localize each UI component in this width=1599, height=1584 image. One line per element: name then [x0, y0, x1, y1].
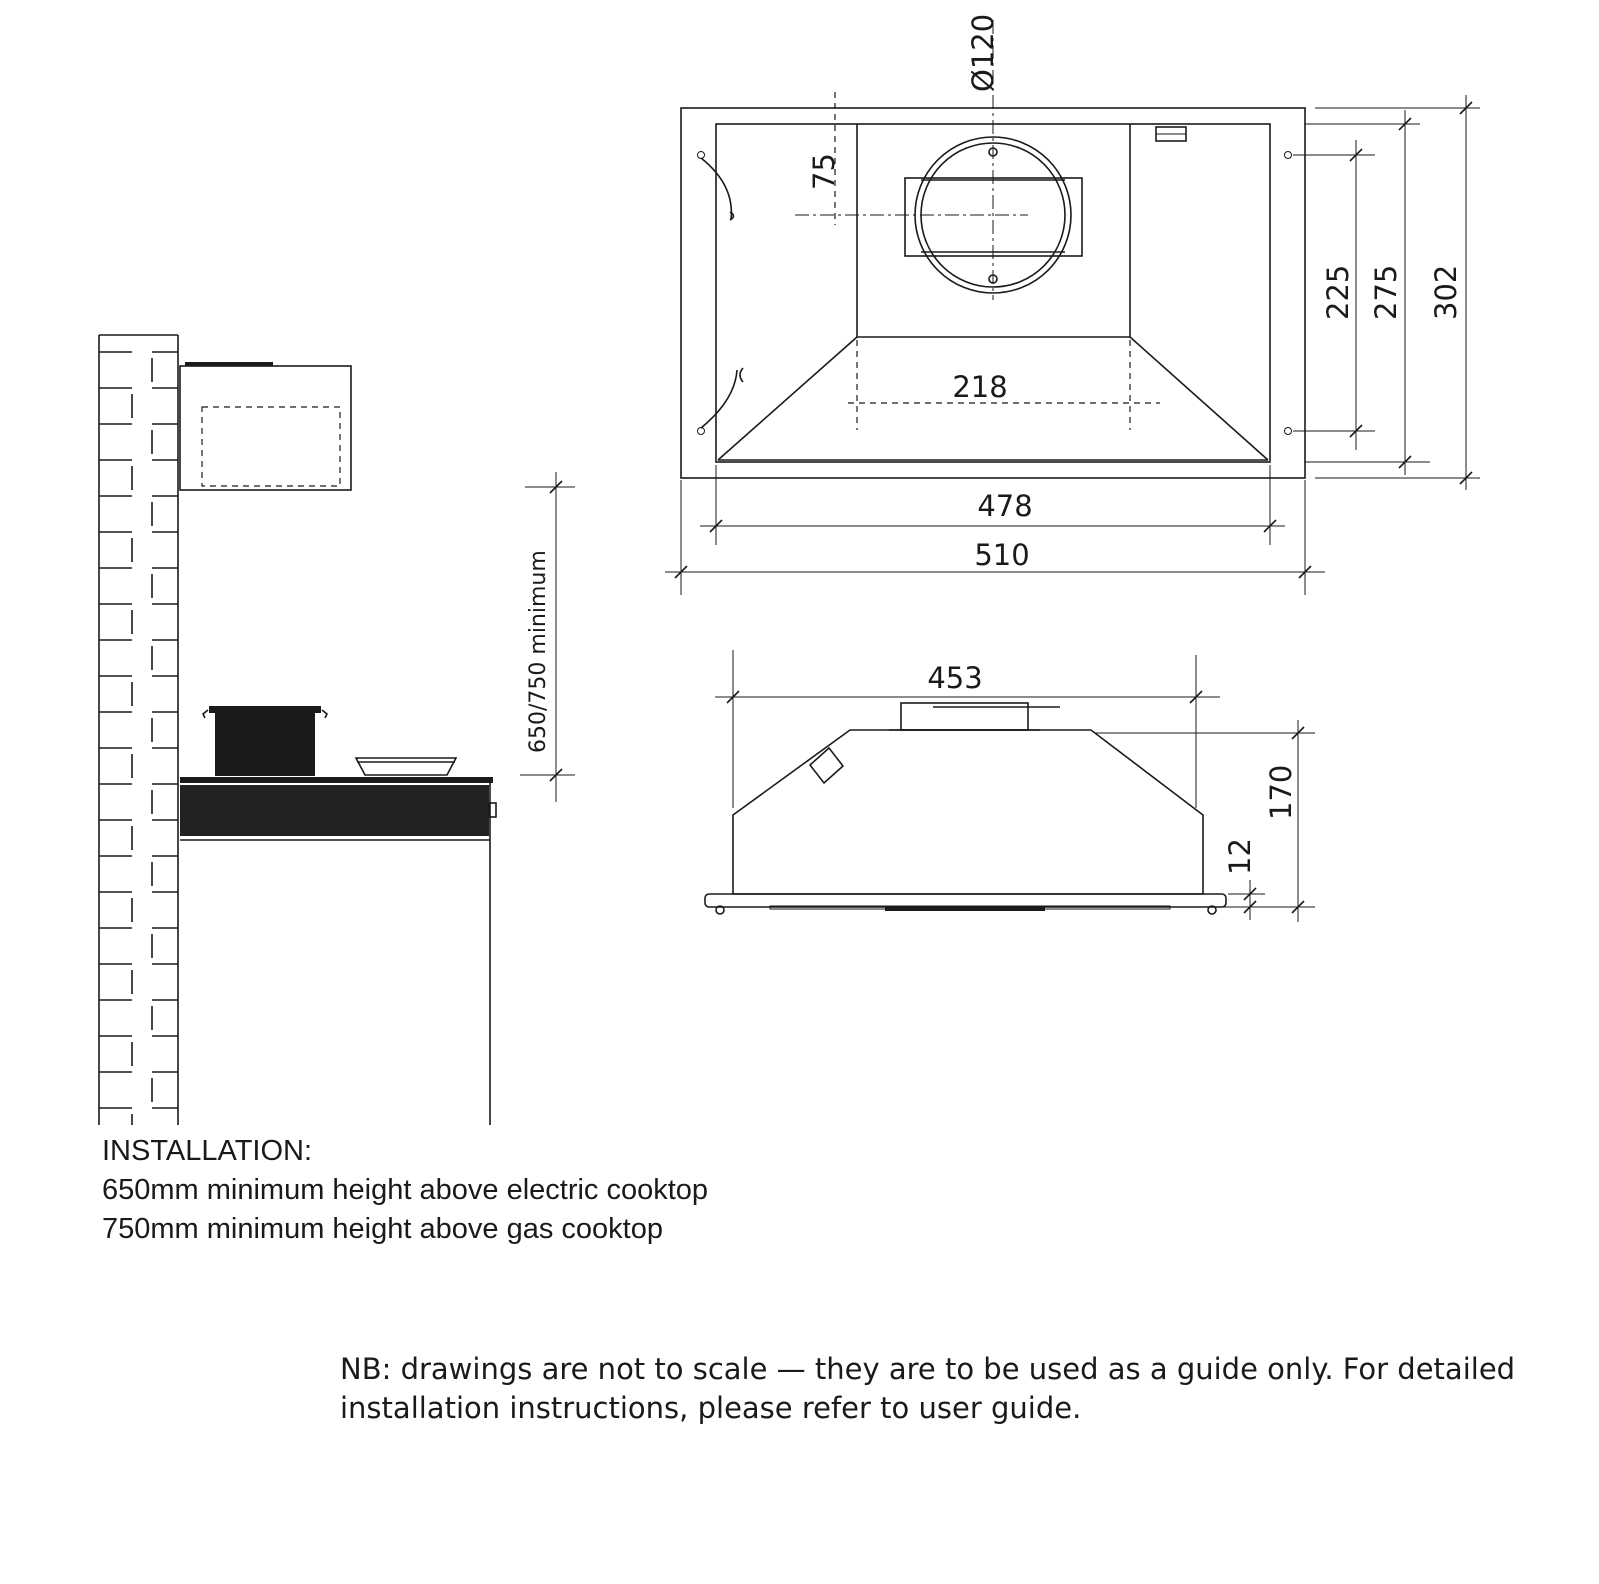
duct-offset-label: 75 — [807, 153, 841, 190]
installation-line-electric: 650mm minimum height above electric cooktop — [102, 1174, 709, 1206]
min-height-dimension — [520, 472, 575, 802]
side-installation-view — [99, 335, 575, 1125]
installation-heading: INSTALLATION: — [102, 1135, 313, 1167]
width-478-label: 478 — [977, 489, 1033, 523]
rangehood-side-box — [180, 362, 351, 490]
width-478-dimension — [700, 465, 1285, 545]
duct-offset-dimension — [807, 92, 841, 225]
frying-pan — [356, 758, 456, 775]
installation-line-gas: 750mm minimum height above gas cooktop — [102, 1213, 663, 1245]
brick-wall — [99, 335, 178, 1125]
inner-width-218-label: 218 — [952, 370, 1008, 404]
height-12-label: 12 — [1223, 838, 1257, 875]
height-12-dimension — [1223, 838, 1265, 920]
width-510-label: 510 — [974, 538, 1030, 572]
side-width-453-label: 453 — [927, 661, 983, 695]
inner-width-218-dimension — [848, 340, 1160, 430]
depth-302-label: 302 — [1429, 264, 1463, 320]
min-height-label: 650/750 minimum — [526, 550, 551, 753]
disclaimer-note — [340, 1350, 1540, 1428]
disclaimer-line-2: installation instructions, please refer to user guide. — [340, 1391, 1082, 1425]
duct-diameter-label: Ø120 — [966, 13, 1000, 92]
depth-275-label: 275 — [1369, 264, 1403, 320]
installation-notes — [102, 1132, 708, 1249]
height-170-dimension — [1095, 720, 1315, 922]
cooking-pot — [203, 706, 327, 776]
disclaimer-line-1: NB: drawings are not to scale — they are to be used as a guide only. For detailed — [340, 1352, 1516, 1386]
cooktop-bench — [180, 777, 496, 1125]
front-elevation-view — [705, 650, 1315, 922]
side-width-453-dimension — [715, 650, 1220, 808]
top-plan-view — [665, 14, 1480, 595]
hole-spacing-225-label: 225 — [1321, 264, 1355, 320]
height-170-label: 170 — [1264, 764, 1298, 820]
